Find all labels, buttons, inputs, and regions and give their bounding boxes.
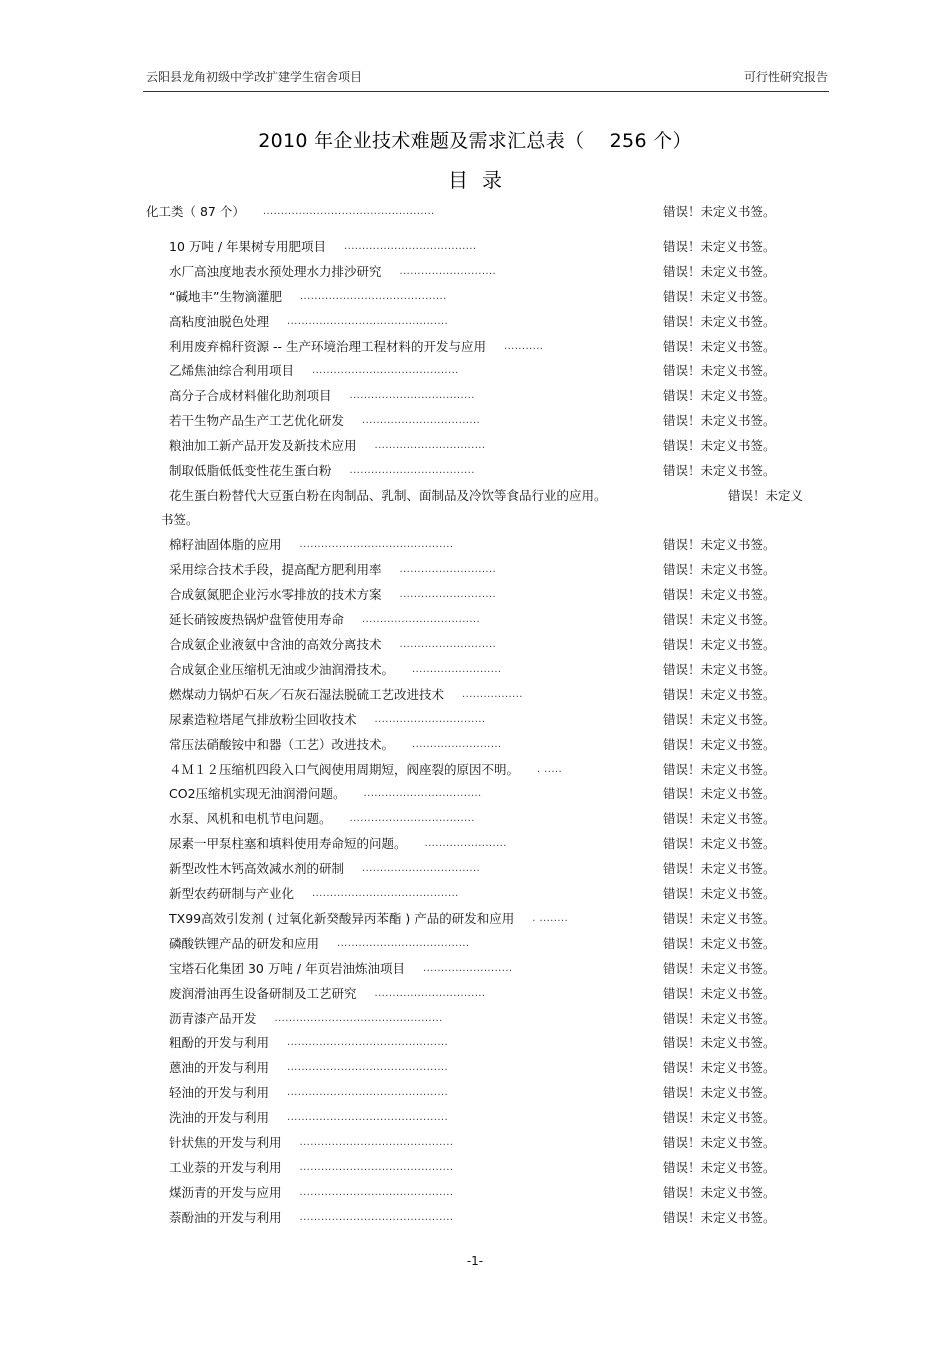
toc-leader: ................................... — [349, 813, 475, 824]
toc-entry-title: 合成氨企业液氨中含油的高效分离技术 — [169, 637, 382, 652]
toc-item-row[interactable] — [169, 461, 793, 481]
toc-leader: ........................... — [399, 266, 497, 277]
toc-page-ref: 错误！未定义书签。 — [663, 712, 776, 727]
toc-leader: ............................................. — [287, 1062, 449, 1073]
toc-page-ref: 错误！未定义书签。 — [663, 612, 776, 627]
toc-item-row[interactable] — [169, 1009, 793, 1029]
toc-entry-title: TX99高效引发剂 ( 过氧化新癸酸异丙苯酯 ) 产品的研发和应用 — [169, 911, 515, 926]
toc-entry-title: 利用废弃棉秆资源 -- 生产环境治理工程材料的开发与应用 — [169, 339, 486, 354]
toc-page-ref: 错误！未定义书签。 — [663, 836, 776, 851]
toc-page-ref: 错误！未定义书签。 — [663, 811, 776, 826]
toc-entry-title: 粗酚的开发与利用 — [169, 1035, 270, 1050]
toc-entry-title: 采用综合技术手段，提高配方肥利用率 — [169, 562, 382, 577]
page-number: -1- — [466, 1254, 484, 1268]
toc-entry-title: 新型改性木钙高效减水剂的研制 — [169, 861, 345, 876]
toc-page-ref: 错误！未定义书签。 — [663, 1110, 776, 1125]
toc-page-ref: 错误！未定义书签。 — [663, 786, 776, 801]
toc-leader: ........................................... — [299, 1137, 454, 1148]
toc-item-row[interactable] — [169, 859, 793, 879]
toc-item-row[interactable] — [169, 909, 793, 929]
toc-item-row[interactable] — [169, 386, 793, 406]
toc-item-row-wrapped[interactable] — [169, 486, 804, 506]
toc-page-ref: 错误！未定义书签。 — [663, 737, 776, 752]
toc-item-row[interactable] — [169, 1133, 793, 1153]
toc-leader: ............................... — [374, 440, 486, 451]
toc-category-row[interactable] — [146, 202, 793, 222]
toc-page-ref: 错误！未定义书签。 — [663, 861, 776, 876]
toc-entry-title: 燃煤动力锅炉石灰／石灰石湿法脱硫工艺改进技术 — [169, 687, 445, 702]
toc-item-row[interactable] — [169, 635, 793, 655]
toc-leader: ................. — [462, 689, 523, 700]
toc-leader: ........................... — [399, 564, 497, 575]
toc-page-ref: 错误！未定义书签。 — [663, 936, 776, 951]
toc-page-ref: 错误！未定义 — [728, 488, 804, 503]
toc-item-row[interactable] — [169, 685, 793, 705]
toc-leader: ..................................... — [344, 241, 477, 252]
toc-entry-title: 制取低脂低低变性花生蛋白粉 — [169, 463, 332, 478]
toc-entry-title: 洗油的开发与利用 — [169, 1110, 270, 1125]
toc-item-row[interactable] — [169, 560, 793, 580]
toc-entry-title: 尿素一甲泵柱塞和填料使用寿命短的问题。 — [169, 836, 407, 851]
toc-leader: ................................. — [362, 614, 481, 625]
toc-page-ref: 错误！未定义书签。 — [663, 1210, 776, 1225]
toc-entry-title: 萘酚油的开发与利用 — [169, 1210, 282, 1225]
toc-page-ref: 错误！未定义书签。 — [663, 438, 776, 453]
toc-item-row[interactable] — [169, 287, 793, 307]
toc-page-ref: 错误！未定义书签。 — [663, 961, 776, 976]
toc-page-ref: 错误！未定义书签。 — [663, 339, 776, 354]
toc-page-ref: 错误！未定义书签。 — [663, 986, 776, 1001]
toc-item-row[interactable] — [169, 337, 793, 357]
toc-entry-title: 10 万吨 / 年果树专用肥项目 — [169, 239, 327, 254]
toc-leader: ........................................... — [299, 1187, 454, 1198]
toc-page-ref: 错误！未定义书签。 — [663, 1085, 776, 1100]
toc-item-row[interactable] — [169, 660, 793, 680]
toc-item-row[interactable] — [169, 834, 793, 854]
toc-leader: ................................... — [349, 390, 475, 401]
toc-entry-title: 化工类（ 87 个） — [146, 204, 245, 219]
toc-page-ref: 错误！未定义书签。 — [663, 762, 776, 777]
toc-entry-title: “碱地丰”生物滴灌肥 — [169, 289, 282, 304]
toc-entry-title: CO2压缩机实现无油润滑问题。 — [169, 786, 346, 801]
toc-page-ref: 错误！未定义书签。 — [663, 239, 776, 254]
toc-entry-title: 水厂高浊度地表水预处理水力排沙研究 — [169, 264, 382, 279]
toc-item-row[interactable] — [169, 1108, 793, 1128]
toc-leader: ..................................... — [337, 938, 470, 949]
toc-entry-title: 合成氨企业压缩机无油或少油润滑技术。 — [169, 662, 395, 677]
toc-leader: ............................... — [374, 988, 486, 999]
toc-item-row[interactable] — [169, 809, 793, 829]
toc-item-row[interactable] — [169, 1083, 793, 1103]
toc-page-ref: 错误！未定义书签。 — [663, 662, 776, 677]
toc-item-row[interactable] — [169, 237, 793, 257]
toc-leader: ............................... — [374, 714, 486, 725]
toc-entry-title: 合成氨氮肥企业污水零排放的技术方案 — [169, 587, 382, 602]
toc-leader: ............................................. — [287, 316, 449, 327]
toc-leader: ......................................... — [299, 291, 447, 302]
toc-entry-title: 水泵、风机和电机节电问题。 — [169, 811, 332, 826]
toc-leader: ........................... — [399, 589, 497, 600]
toc-page-ref: 错误！未定义书签。 — [663, 204, 776, 219]
toc-item-row[interactable] — [169, 361, 793, 381]
page-header-right: 可行性研究报告 — [743, 70, 828, 84]
toc-page-ref: 错误！未定义书签。 — [663, 289, 776, 304]
toc-leader: ......................... — [412, 739, 502, 750]
document-title: 2010 年企业技术难题及需求汇总表（ 256 个） — [258, 130, 692, 152]
toc-leader: ....................... — [424, 838, 507, 849]
toc-page-ref: 错误！未定义书签。 — [663, 1060, 776, 1075]
toc-item-row[interactable] — [169, 884, 793, 904]
toc-page-ref: 错误！未定义书签。 — [663, 637, 776, 652]
toc-leader: ........................................... — [299, 1162, 454, 1173]
toc-page-ref: 错误！未定义书签。 — [663, 587, 776, 602]
toc-page-ref: 错误！未定义书签。 — [663, 886, 776, 901]
toc-item-row[interactable] — [169, 784, 793, 804]
toc-leader: ................................. — [363, 788, 482, 799]
toc-item-row[interactable] — [169, 1158, 793, 1178]
toc-item-row[interactable] — [169, 610, 793, 630]
toc-entry-title: 宝塔石化集团 30 万吨 / 年页岩油炼油项目 — [169, 961, 406, 976]
toc-page-ref: 错误！未定义书签。 — [663, 1011, 776, 1026]
toc-page-ref: 错误！未定义书签。 — [663, 363, 776, 378]
toc-page-ref: 错误！未定义书签。 — [663, 314, 776, 329]
toc-leader: ........................... — [399, 639, 497, 650]
toc-leader: ......................... — [423, 963, 513, 974]
toc-entry-title: 沥青漆产品开发 — [169, 1011, 257, 1026]
toc-entry-title: 棉籽油固体脂的应用 — [169, 537, 282, 552]
toc-item-row[interactable] — [169, 585, 793, 605]
toc-entry-title: 针状焦的开发与利用 — [169, 1135, 282, 1150]
toc-leader: . ..... — [537, 764, 563, 775]
toc-entry-title: 若干生物产品生产工艺优化研发 — [169, 413, 345, 428]
toc-leader: ................................. — [362, 863, 481, 874]
toc-entry-title: 高分子合成材料催化助剂项目 — [169, 388, 332, 403]
page-header-left: 云阳县龙角初级中学改扩建学生宿舍项目 — [146, 70, 363, 84]
toc-entry-title: 新型农药研制与产业化 — [169, 886, 295, 901]
toc-entry-title: ４Ｍ１２压缩机四段入口气阀使用周期短，阀座裂的原因不明。 — [169, 762, 520, 777]
toc-page-ref: 错误！未定义书签。 — [663, 413, 776, 428]
toc-page-ref: 错误！未定义书签。 — [663, 537, 776, 552]
toc-entry-title: 花生蛋白粉替代大豆蛋白粉在肉制品、乳制、面制品及冷饮等食品行业的应用。 — [169, 488, 607, 503]
toc-leader: ................................... — [349, 465, 475, 476]
toc-leader: ................................................ — [262, 206, 435, 217]
toc-entry-title: 废润滑油再生设备研制及工艺研究 — [169, 986, 357, 1001]
toc-entry-title: 乙烯焦油综合利用项目 — [169, 363, 295, 378]
toc-page-ref: 错误！未定义书签。 — [663, 388, 776, 403]
toc-item-row[interactable] — [169, 934, 793, 954]
toc-entry-title: 高粘度油脱色处理 — [169, 314, 270, 329]
header-rule — [143, 91, 829, 92]
toc-item-row[interactable] — [169, 959, 793, 979]
toc-page-ref: 错误！未定义书签。 — [663, 562, 776, 577]
toc-item-row[interactable] — [169, 535, 793, 555]
toc-leader: ............................................. — [287, 1087, 449, 1098]
toc-entry-title: 煤沥青的开发与应用 — [169, 1185, 282, 1200]
toc-entry-title: 延长硝铵废热锅炉盘管使用寿命 — [169, 612, 345, 627]
toc-page-ref: 错误！未定义书签。 — [663, 264, 776, 279]
toc-item-row[interactable] — [169, 1058, 793, 1078]
toc-page-ref: 错误！未定义书签。 — [663, 911, 776, 926]
toc-item-row[interactable] — [169, 735, 793, 755]
toc-item-row[interactable] — [169, 1208, 793, 1228]
toc-item-row[interactable] — [169, 1183, 793, 1203]
toc-heading: 目录 — [448, 168, 516, 192]
toc-page-ref: 错误！未定义书签。 — [663, 1185, 776, 1200]
toc-leader: ............................................. — [287, 1112, 449, 1123]
toc-item-row[interactable] — [169, 710, 793, 730]
toc-page-ref: 错误！未定义书签。 — [663, 1135, 776, 1150]
toc-page-ref: 错误！未定义书签。 — [663, 1035, 776, 1050]
toc-entry-title: 常压法硝酸铵中和器（工艺）改进技术。 — [169, 737, 395, 752]
toc-leader: ................................. — [362, 415, 481, 426]
toc-item-row[interactable] — [169, 984, 793, 1004]
toc-item-row[interactable] — [169, 411, 793, 431]
toc-item-row[interactable] — [169, 262, 793, 282]
toc-leader: ........................................... — [299, 1212, 454, 1223]
toc-item-row[interactable] — [169, 312, 793, 332]
toc-entry-title: 轻油的开发与利用 — [169, 1085, 270, 1100]
toc-entry-title: 工业萘的开发与利用 — [169, 1160, 282, 1175]
toc-entry-title: 磷酸铁锂产品的研发和应用 — [169, 936, 320, 951]
toc-entry-title: 蒽油的开发与利用 — [169, 1060, 270, 1075]
toc-leader: ......................................... — [312, 365, 459, 376]
toc-page-ref: 错误！未定义书签。 — [663, 463, 776, 478]
toc-leader: ......................... — [412, 664, 502, 675]
toc-leader: ......................................... — [312, 888, 459, 899]
toc-leader: ............................................. — [287, 1037, 449, 1048]
toc-leader: ........................................... — [299, 539, 454, 550]
toc-leader: ........... — [503, 341, 544, 352]
toc-item-row[interactable] — [169, 436, 793, 456]
toc-page-ref: 错误！未定义书签。 — [663, 687, 776, 702]
toc-entry-title: 粮油加工新产品开发及新技术应用 — [169, 438, 357, 453]
toc-leader: ............................................... — [274, 1013, 443, 1024]
toc-leader: . ........ — [532, 913, 569, 924]
toc-item-row[interactable] — [169, 760, 793, 780]
toc-page-ref-continued: 书签。 — [161, 512, 199, 527]
toc-page-ref: 错误！未定义书签。 — [663, 1160, 776, 1175]
toc-entry-title: 尿素造粒塔尾气排放粉尘回收技术 — [169, 712, 357, 727]
toc-item-row[interactable] — [169, 1033, 793, 1053]
